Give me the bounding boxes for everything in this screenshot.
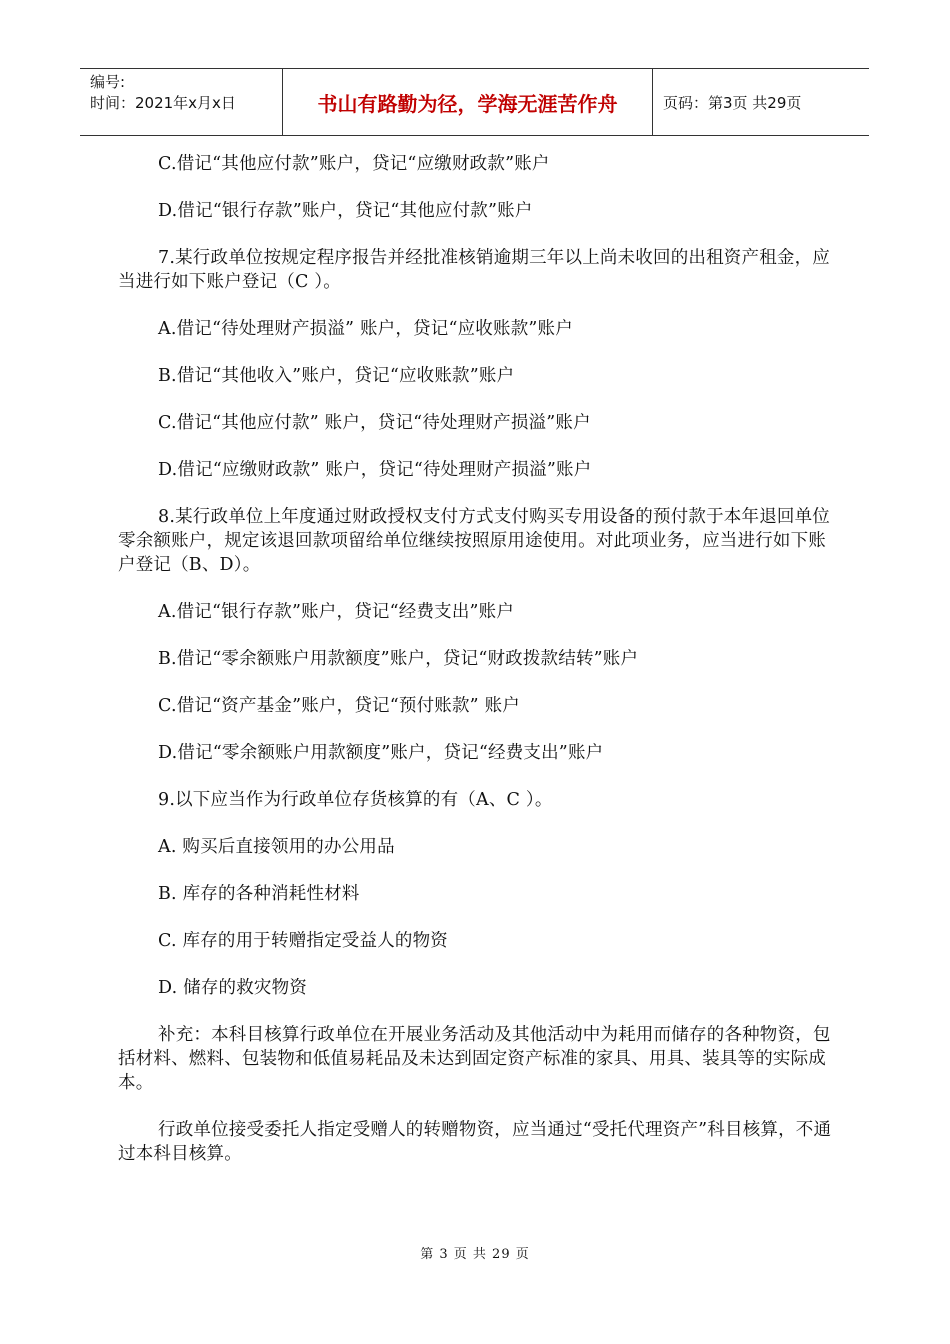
paragraph: D.借记“应缴财政款” 账户，贷记“待处理财产损溢”账户 — [158, 460, 592, 480]
paragraph: D.借记“零余额账户用款额度”账户，贷记“经费支出”账户 — [158, 743, 604, 763]
supplement-paragraph: 补充：本科目核算行政单位在开展业务活动及其他活动中为耗用而储存的各种物资，包括材料、燃料、包装物和低值易耗品及未达到固定资产标准的家具、用具、装具等的实际成本。 — [118, 1025, 831, 1093]
document-time-label: 时间：2021年x月x日 — [90, 94, 236, 112]
paragraph: D. 储存的救灾物资 — [158, 978, 308, 998]
page-header — [80, 68, 869, 136]
header-meta — [80, 69, 283, 135]
paragraph: A.借记“待处理财产损溢” 账户，贷记“应收账款”账户 — [158, 319, 573, 339]
question-paragraph: 8.某行政单位上年度通过财政授权支付方式支付购买专用设备的预付款于本年退回单位零余额账户，规定该退回款项留给单位继续按照原用途使用。对此项业务，应当进行如下账户登记（B、D）。 — [118, 507, 830, 575]
question-paragraph: 7.某行政单位按规定程序报告并经批准核销逾期三年以上尚未收回的出租资产租金，应当进行如下账户登记（C ）。 — [118, 248, 830, 292]
page-footer: 第 3 页 共 29 页 — [420, 1247, 530, 1262]
paragraph: A. 购买后直接领用的办公用品 — [158, 837, 395, 857]
paragraph: C.借记“资产基金”账户，贷记“预付账款” 账户 — [158, 696, 520, 716]
supplement-paragraph: 行政单位接受委托人指定受赠人的转赠物资，应当通过“受托代理资产”科目核算，不通过本科目核算。 — [118, 1120, 832, 1164]
paragraph: B.借记“其他收入”账户，贷记“应收账款”账户 — [158, 366, 515, 386]
paragraph: B.借记“零余额账户用款额度”账户，贷记“财政拨款结转”账户 — [158, 649, 639, 669]
paragraph: B. 库存的各种消耗性材料 — [158, 884, 360, 904]
paragraph: D.借记“银行存款”账户，贷记“其他应付款”账户 — [158, 201, 533, 221]
paragraph: A.借记“银行存款”账户，贷记“经费支出”账户 — [158, 602, 515, 622]
document-body — [118, 152, 838, 1189]
paragraph: C. 库存的用于转赠指定受益人的物资 — [158, 931, 448, 951]
paragraph: C.借记“其他应付款” 账户，贷记“待处理财产损溢”账户 — [158, 413, 591, 433]
question-paragraph: 9.以下应当作为行政单位存货核算的有（A、C ）。 — [158, 790, 553, 810]
header-page-info: 页码：第3页 共29页 — [663, 93, 802, 112]
paragraph: C.借记“其他应付款”账户，贷记“应缴财政款”账户 — [158, 154, 550, 174]
header-motto: 书山有路勤为径，学海无涯苦作舟 — [283, 69, 653, 135]
document-number-label: 编号: — [90, 73, 126, 91]
